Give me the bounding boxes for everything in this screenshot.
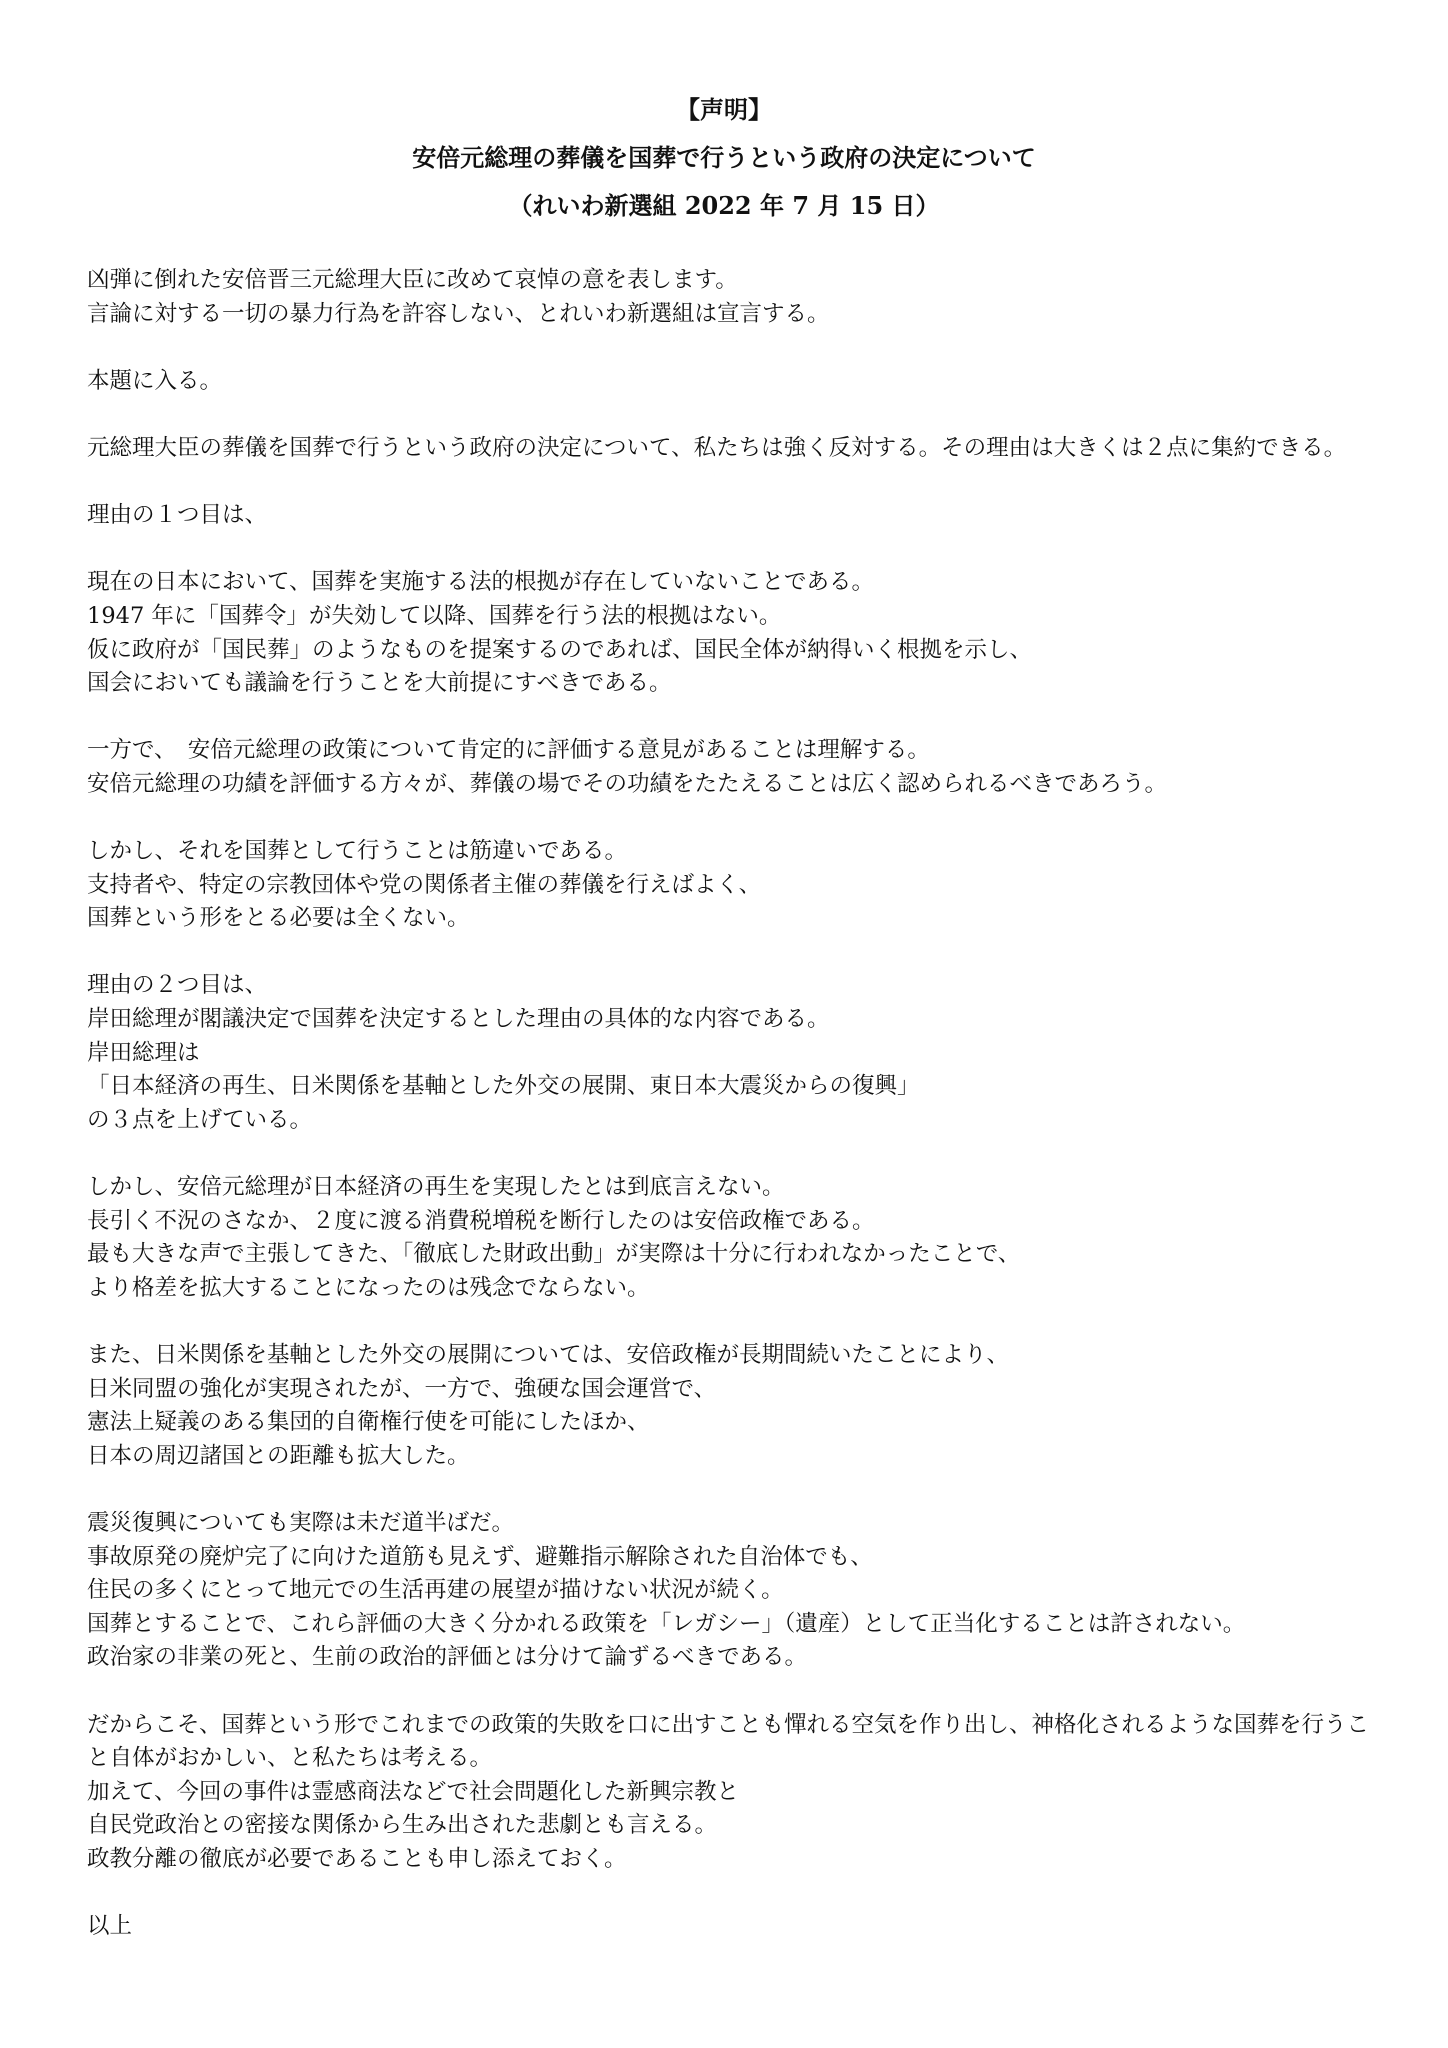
paragraph-line: 岸田総理は — [87, 1039, 200, 1066]
paragraph-line: 言論に対する一切の暴力行為を許容しない、とれいわ新選組は宣言する。 — [87, 300, 830, 327]
paragraph-line: 憲法上疑義のある集団的自衛権行使を可能にしたほか、 — [87, 1409, 650, 1436]
paragraph-line: しかし、それを国葬として行うことは筋違いである。 — [87, 838, 628, 865]
paragraph-line: 国葬とすることで、これら評価の大きく分かれる政策を「レガシー」（遺産）として正当化することは許されない。 — [87, 1610, 1246, 1637]
statement-header — [0, 86, 1448, 230]
statement-body — [87, 264, 1377, 1977]
paragraph-line: 「日本経済の再生、日米関係を基軸とした外交の展開、東日本大震災からの復興」 — [87, 1073, 920, 1100]
paragraph-line: 自民党政治との密接な関係から生み出された悲劇とも言える。 — [87, 1812, 718, 1839]
paragraph — [87, 432, 1377, 466]
paragraph-line: 一方で、 安倍元総理の政策について肯定的に評価する意見があることは理解する。 — [87, 737, 930, 764]
paragraph-line: より格差を拡大することになったのは残念でならない。 — [87, 1274, 650, 1301]
paragraph-line: 理由の２つ目は、 — [87, 972, 268, 999]
paragraph-line: 元総理大臣の葬儀を国葬で行うという政府の決定について、私たちは強く反対する。その理由は大きくは２点に集約できる。 — [87, 434, 1347, 461]
paragraph-line: 国葬という形をとる必要は全くない。 — [87, 905, 470, 932]
paragraph — [87, 499, 1377, 533]
paragraph-line: 1947 年に「国葬令」が失効して以降、国葬を行う法的根拠はない。 — [87, 602, 782, 629]
paragraph-line: 事故原発の廃炉完了に向けた道筋も見えず、避難指示解除された自治体でも、 — [87, 1543, 873, 1570]
paragraph-line: 政教分離の徹底が必要であることも申し添えておく。 — [87, 1845, 627, 1872]
paragraph-line: 凶弾に倒れた安倍晋三元総理大臣に改めて哀悼の意を表します。 — [87, 267, 738, 293]
paragraph — [87, 969, 1377, 1137]
statement-title: 安倍元総理の葬儀を国葬で行うという政府の決定について — [412, 143, 1036, 172]
paragraph-line: 日本の周辺諸国との距離も拡大した。 — [87, 1442, 470, 1469]
paragraph-line: 現在の日本において、国葬を実施する法的根拠が存在していないことである。 — [87, 569, 875, 596]
paragraph — [87, 1709, 1377, 1877]
paragraph-line: 日米同盟の強化が実現されたが、一方で、強硬な国会運営で、 — [87, 1375, 717, 1402]
paragraph — [87, 264, 1377, 331]
paragraph-line: だからこそ、国葬という形でこれまでの政策的失敗を口に出すことも憚れる空気を作り出し、神格化されるような国葬を行うこと自体がおかしい、と私たちは考える。 — [87, 1711, 1370, 1772]
paragraph — [87, 734, 1377, 801]
paragraph-line: 以上 — [87, 1913, 133, 1940]
statement-byline: （れいわ新選組 2022 年 7 月 15 日） — [508, 191, 940, 220]
paragraph-line: 本題に入る。 — [87, 367, 223, 394]
paragraph-line: 岸田総理が閣議決定で国葬を決定するとした理由の具体的な内容である。 — [87, 1006, 830, 1033]
paragraph-line: 理由の１つ目は、 — [87, 502, 268, 529]
paragraph — [87, 1507, 1377, 1675]
statement-label: 【声明】 — [676, 95, 772, 124]
paragraph — [87, 365, 1377, 399]
paragraph-line: また、日米関係を基軸とした外交の展開については、安倍政権が長期間続いたことにより、 — [87, 1342, 1010, 1368]
paragraph — [87, 1910, 1377, 1944]
paragraph — [87, 1171, 1377, 1305]
paragraph — [87, 1339, 1377, 1473]
paragraph — [87, 566, 1377, 700]
paragraph-line: 震災復興についても実際は未だ道半ばだ。 — [87, 1509, 515, 1536]
paragraph-line: 最も大きな声で主張してきた、「徹底した財政出動」が実際は十分に行われなかったことで、 — [87, 1241, 1021, 1268]
paragraph-line: 支持者や、特定の宗教団体や党の関係者主催の葬儀を行えばよく、 — [87, 871, 762, 898]
paragraph — [87, 835, 1377, 936]
paragraph-line: 安倍元総理の功績を評価する方々が、葬儀の場でその功績をたたえることは広く認められるべきであろう。 — [87, 770, 1168, 797]
paragraph-line: 政治家の非業の死と、生前の政治的評価とは分けて論ずるべきである。 — [87, 1644, 808, 1671]
paragraph-line: の３点を上げている。 — [87, 1106, 313, 1133]
paragraph-line: 長引く不況のさなか、２度に渡る消費税増税を断行したのは安倍政権である。 — [87, 1207, 875, 1234]
paragraph-line: 仮に政府が「国民葬」のようなものを提案するのであれば、国民全体が納得いく根拠を示し、 — [87, 636, 1033, 663]
paragraph-line: 加えて、今回の事件は霊感商法などで社会問題化した新興宗教と — [87, 1778, 740, 1805]
paragraph-line: しかし、安倍元総理が日本経済の再生を実現したとは到底言えない。 — [87, 1174, 785, 1201]
paragraph-line: 住民の多くにとって地元での生活再建の展望が描けない状況が続く。 — [87, 1577, 784, 1604]
paragraph-line: 国会においても議論を行うことを大前提にすべきである。 — [87, 670, 672, 697]
